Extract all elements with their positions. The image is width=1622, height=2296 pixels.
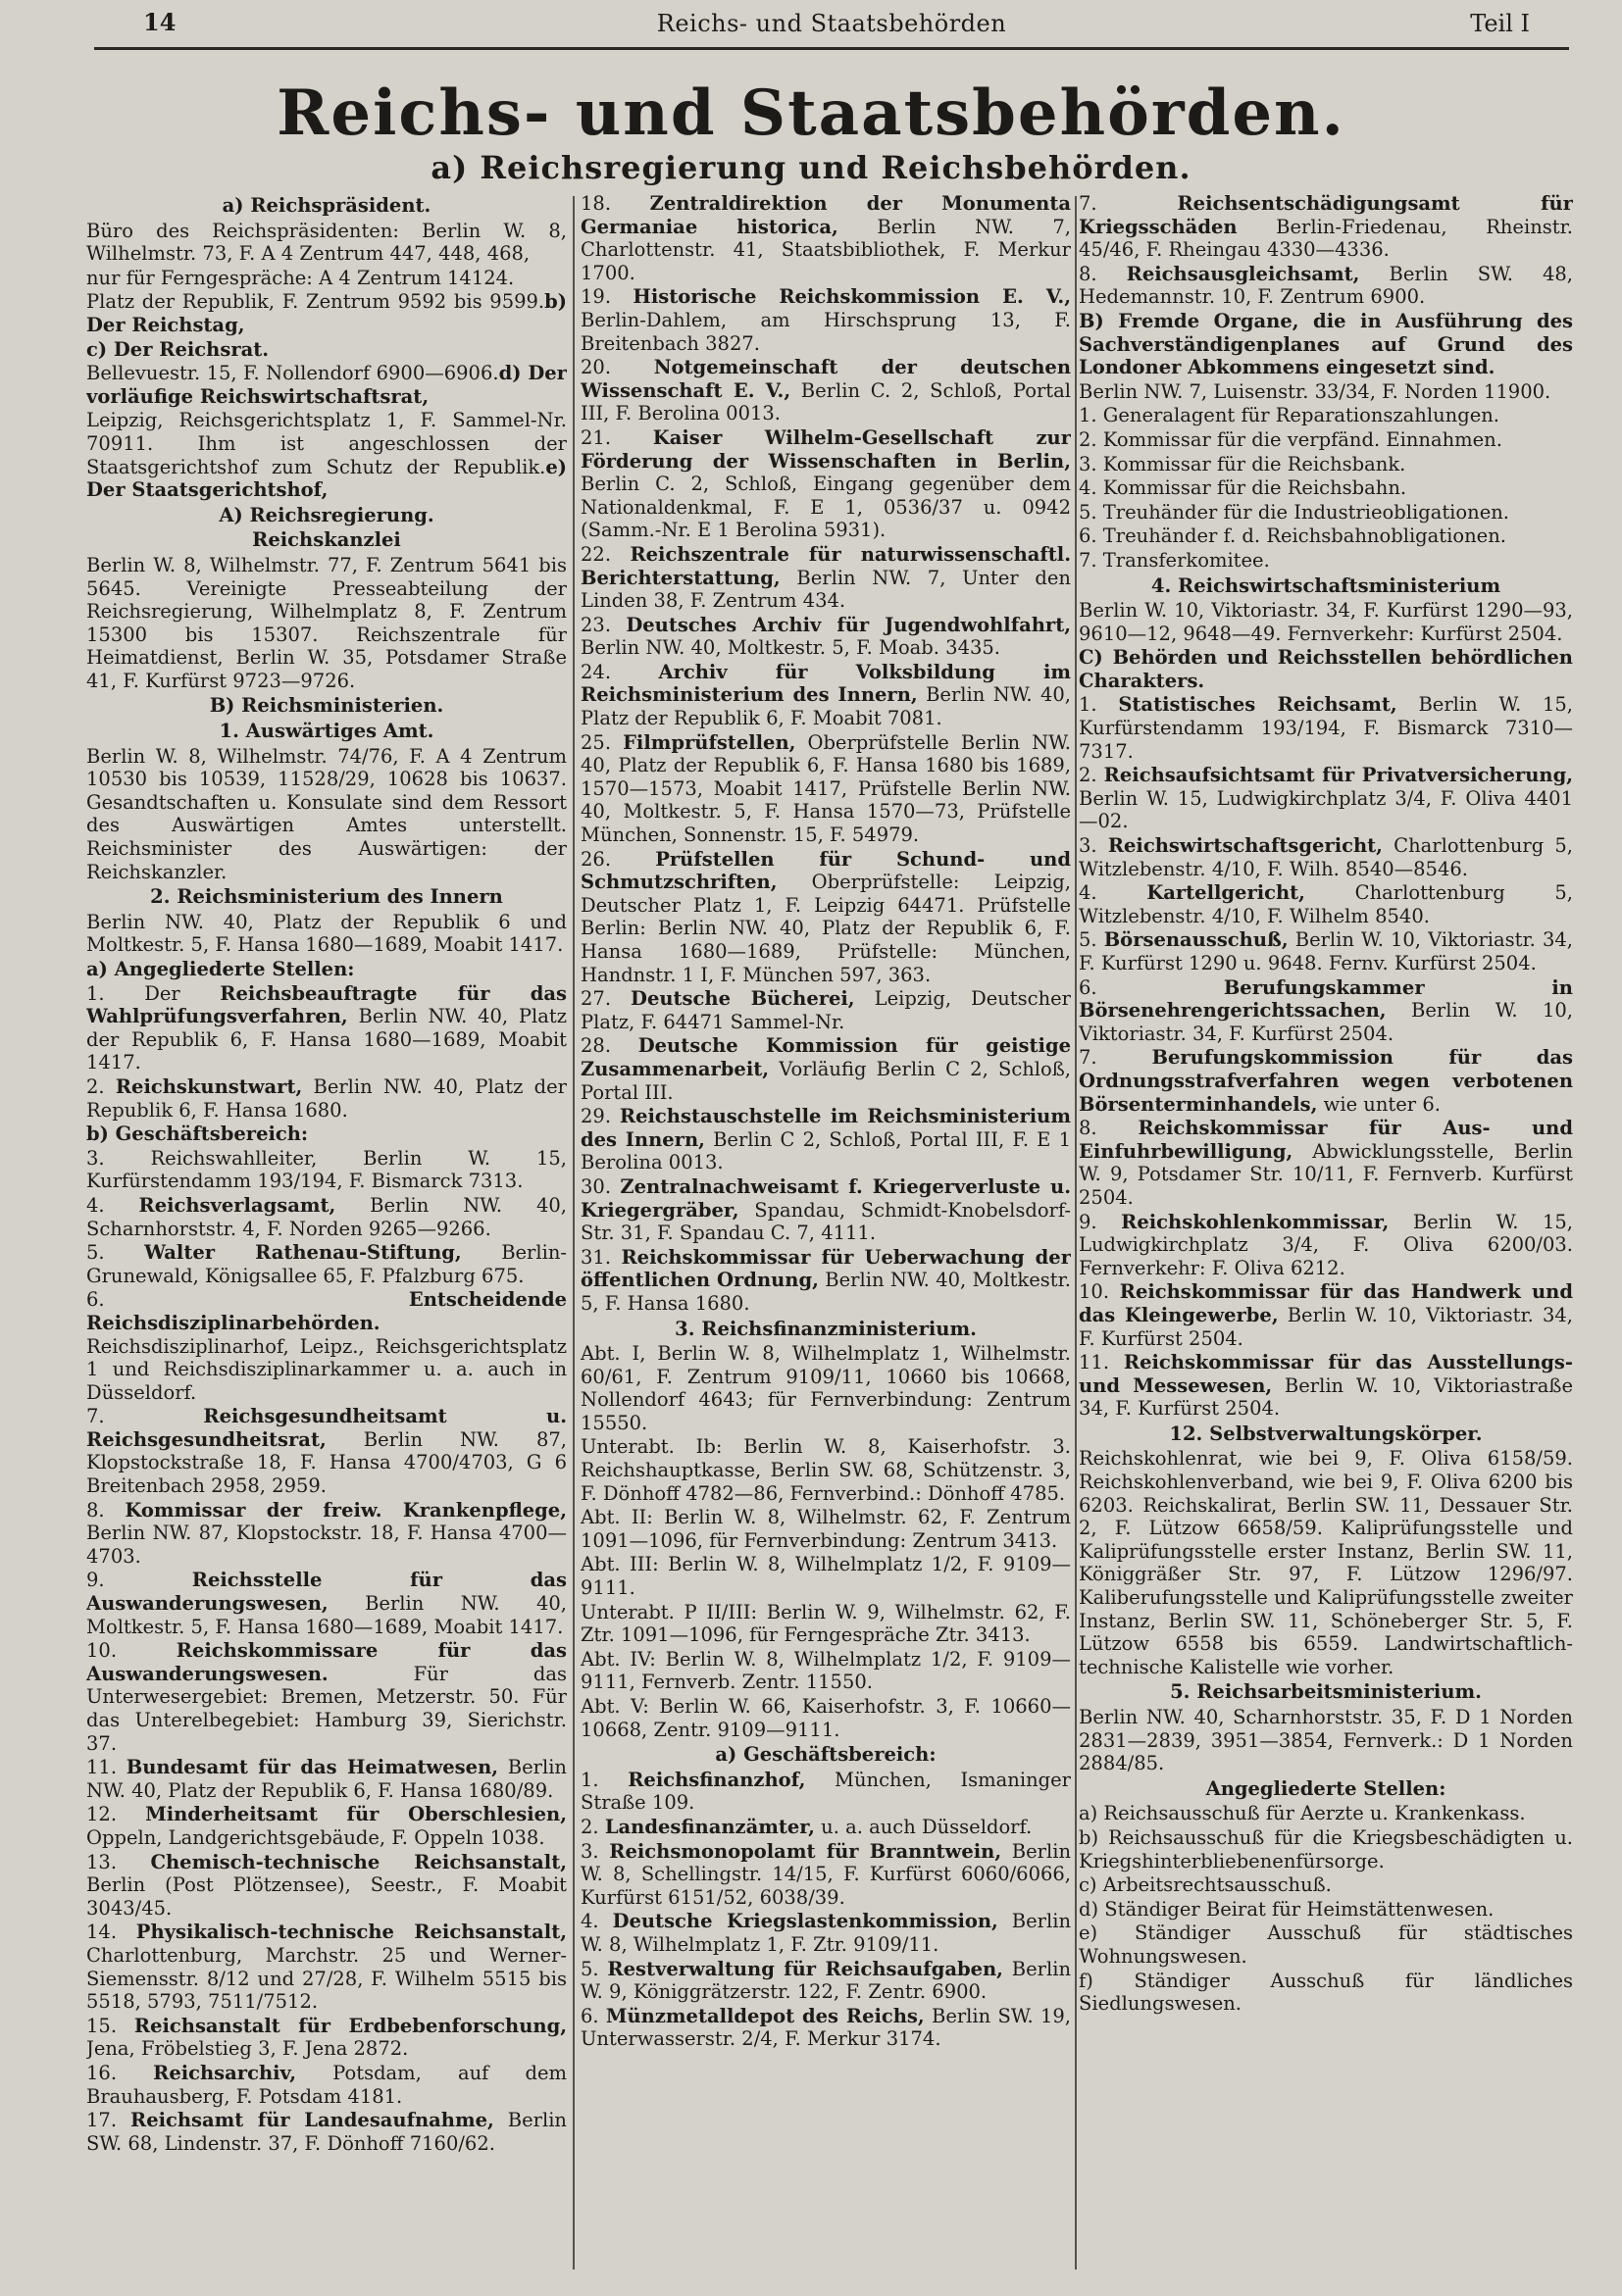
entry-text: Berlin NW. 40, Platz der Republik 6, F. Hansa 1680—1689, Moabit 1417. <box>86 1005 567 1074</box>
entry-name: Reichswirtschaftsgericht, <box>1107 834 1383 858</box>
entry-text: Berlin W. 10, Viktoriastr. 34, F. Kurfürst 1290—93, 9610—12, 9648—49. Fernverkehr: Kurfürst 2504. <box>1079 599 1573 645</box>
entry-name: Historische Reichskommission E. V., <box>633 285 1071 309</box>
entry-text: Berlin W. 10, Viktoriastraße 34, F. Kurfürst 2504. <box>1079 1373 1573 1421</box>
entry-text: Abwicklungsstelle, Berlin W. 9, Potsdamer Str. 10/11, F. Fernverb. Kurfürst 2504. <box>1079 1139 1573 1209</box>
entry-name: Reichsfinanzhof, <box>628 1768 806 1791</box>
entry <box>581 987 1071 1033</box>
entry <box>86 911 567 957</box>
entry <box>581 1506 1071 1552</box>
entry-number: 2. <box>1079 764 1104 787</box>
entry-name: Zentralnachweisamt f. Kriegerverluste u. Kriegergräber, <box>581 1174 1071 1222</box>
entry-number: 9. <box>1079 1210 1122 1233</box>
entry-text: Berlin W. 15, Ludwigkirchplatz 3/4, F. Oliva 6200/03. Fernverkehr: F. Oliva 6212. <box>1079 1210 1573 1279</box>
entry-name: Notgemeinschaft der deutschen Wissenschaft E. V., <box>581 356 1071 402</box>
entry-number: 25. <box>581 730 624 754</box>
entry-name: Kartellgericht, <box>1146 881 1305 905</box>
entry <box>581 1105 1071 1174</box>
entry-name: Berufungskommission für das Ordnungsstrafverfahren wegen verbotenen Börsenterminhandels, <box>1079 1046 1573 1116</box>
entry-text: Reichsdisziplinarhof, Leipz., Reichsgerichtsplatz 1 und Reichsdisziplinarkammer u. a. auch in Düsseldorf. <box>86 1334 567 1404</box>
entry <box>1079 453 1573 476</box>
entry-number: 5. <box>1079 928 1104 952</box>
entry <box>1079 1873 1573 1897</box>
entry-text: e) Ständiger Ausschuß für städtisches Wohnungswesen. <box>1079 1922 1573 1968</box>
entry-number: 6. <box>581 2004 606 2027</box>
entry-name: Chemisch-technische Reichsanstalt, <box>150 1850 567 1873</box>
entry-name: Reichsaufsichtsamt für Privatversicherung, <box>1103 764 1573 787</box>
entry-text: Berlin W. 10, Viktoriastr. 34, F. Kurfürst 1290 u. 9648. Fernv. Kurfürst 2504. <box>1079 928 1573 974</box>
entry <box>86 409 567 501</box>
entry-text: 5. Treuhänder für die Industrieobligationen. <box>1079 500 1509 524</box>
column-3 <box>1079 192 1573 2271</box>
entry-text: c) Arbeitsrechtsausschuß. <box>1079 1873 1332 1897</box>
entry <box>86 1241 567 1287</box>
entry <box>1079 764 1573 833</box>
entry-name: Kaiser Wilhelm-Gesellschaft zur Förderung der Wissenschaften in Berlin, <box>581 425 1071 473</box>
entry-text: Jena, Fröbelstieg 3, F. Jena 2872. <box>86 2037 409 2061</box>
section-heading: a) Reichspräsident. <box>222 194 431 217</box>
entry <box>86 1123 567 1146</box>
entry-text: Berlin NW. 7, Luisenstr. 33/34, F. Norden 11900. <box>1079 379 1551 403</box>
entry-text: Berlin SW. 48, Hedemannstr. 10, F. Zentrum 6900. <box>1079 262 1573 309</box>
entry-number: 6. <box>1079 975 1224 999</box>
entry <box>86 2062 567 2108</box>
entry-name: Deutsches Archiv für Jugendwohlfahrt, <box>626 613 1071 636</box>
entry-number: 3. <box>581 1839 610 1863</box>
entry-name: Reichskommissar für Ueberwachung der öffentlichen Ordnung, <box>581 1245 1071 1292</box>
entry-text: Abt. V: Berlin W. 66, Kaiserhofstr. 3, F. 10660—10668, Zentr. 9109—9111. <box>581 1695 1071 1741</box>
entry-text: Charlottenburg 5, Witzlebenstr. 4/10, F. Wilh. 8540—8546. <box>1079 834 1573 880</box>
entry <box>581 285 1071 355</box>
entry-text: Berlin NW. 40, Moltkestr. 5, F. Moab. 3435. <box>581 636 1001 660</box>
section-heading: Reichskanzlei <box>252 528 401 552</box>
entry <box>86 554 567 693</box>
entry-number: 2. <box>581 1815 605 1838</box>
entry-name: Reichsentschädigungsamt für Kriegsschäden <box>1079 192 1573 238</box>
entry-name: Statistisches Reichsamt, <box>1118 693 1397 717</box>
entry-text: Berlin W. 8, Wilhelmstr. 74/76, F. A 4 Zentrum 10530 bis 10539, 11528/29, 10628 bis 10637. Gesandtschaften u. Konsulate sind dem Ressort des Auswärtigen Amtes unterstellt. Reichsminister des Auswärtigen: der Reichskanzler. <box>86 744 567 883</box>
entry <box>581 192 1071 284</box>
entry-name: Reichsamt für Landesaufnahme, <box>129 2109 494 2132</box>
entry-number: 8. <box>1079 262 1127 285</box>
entry <box>581 543 1071 613</box>
running-title: Reichs- und Staatsbehörden <box>656 10 1007 37</box>
entry-text: a) Reichsausschuß für Aerzte u. Krankenkass. <box>1079 1802 1526 1825</box>
entry-text: Berlin W. 9, Königgrätzerstr. 122, F. Zentr. 6900. <box>581 1957 1071 2004</box>
entry-number: 7. <box>1079 192 1178 215</box>
entry-number: 12. <box>86 1803 146 1826</box>
entry-number: 7. <box>1079 1046 1152 1070</box>
entry-text: Berlin C. 2, Schloß, Eingang gegenüber dem Nationaldenkmal, F. E 1, 0536/37 u. 0942 (Samm.-Nr. E 1 Berolina 5931). <box>581 473 1071 542</box>
entry-text: Berlin NW. 7, Unter den Linden 38, F. Zentrum 434. <box>581 566 1071 613</box>
entry <box>581 356 1071 425</box>
section-heading: 2. Reichsministerium des Innern <box>150 885 503 909</box>
entry-number: 18. <box>581 192 650 215</box>
section-heading: 12. Selbstverwaltungskörper. <box>1169 1422 1483 1445</box>
entry <box>581 1840 1071 1910</box>
entry <box>1079 1706 1573 1775</box>
entry-name: Reichsgesundheitsamt u. Reichsgesundheitsrat, <box>86 1405 567 1451</box>
entry-number: 14. <box>86 1921 136 1944</box>
entry <box>1079 1351 1573 1421</box>
entry <box>1079 646 1573 692</box>
entry <box>581 1958 1071 2004</box>
entry <box>86 1499 567 1569</box>
section-heading: a) Geschäftsbereich: <box>715 1743 937 1767</box>
entry <box>581 426 1071 542</box>
column-2 <box>581 192 1071 2271</box>
entry <box>86 958 567 981</box>
entry-number: 21. <box>581 425 653 449</box>
entry-text: Oberprüfstelle: Leipzig, Deutscher Platz 1, F. Leipzig 64471. Prüfstelle Berlin: Berlin NW. 40, Platz der Republik 6, F. Hansa 1680—1689, Prüfstelle: München, Handnstr. 1 I, F. München 597, 363. <box>581 871 1071 986</box>
entry <box>581 1910 1071 1956</box>
entry-text: Berlin NW. 40, Platz der Republik 6, F. Hansa 1680/89. <box>86 1756 567 1802</box>
entry <box>581 1553 1071 1599</box>
entry <box>1079 310 1573 379</box>
entry <box>581 1816 1071 1839</box>
entry-name: Reichskunstwart, <box>115 1074 303 1098</box>
entry-text: Berlin-Friedenau, Rheinstr. 45/46, F. Rheingau 4330—4336. <box>1079 215 1573 262</box>
entry-name: Reichsstelle für das Auswanderungswesen, <box>86 1569 567 1616</box>
entry-text: Berlin SW. 19, Unterwasserstr. 2/4, F. Merkur 3174. <box>581 2004 1071 2051</box>
entry <box>1079 1970 1573 2016</box>
entry-number: 23. <box>581 613 627 636</box>
entry <box>86 1803 567 1849</box>
entry-text: München, Ismaninger Straße 109. <box>581 1768 1071 1815</box>
entry-text: 3. Reichswahlleiter, Berlin W. 15, Kurfürstendamm 193/194, F. Bismarck 7313. <box>86 1146 567 1193</box>
entry-text: Leipzig, Deutscher Platz, F. 64471 Sammel-Nr. <box>581 987 1071 1033</box>
entry <box>581 1435 1071 1505</box>
entry-text: Abt. III: Berlin W. 8, Wilhelmplatz 1/2, F. 9109—9111. <box>581 1553 1071 1600</box>
entry-name: Reichsmonopolamt für Branntwein, <box>609 1839 1002 1863</box>
section-heading: 1. Auswärtiges Amt. <box>219 720 434 743</box>
part-label: Teil I <box>1470 10 1530 37</box>
entry-name: Prüfstellen für Schund- und Schmutzschriften, <box>581 847 1071 894</box>
entry-text: Berlin W. 8, Wilhelmstr. 77, F. Zentrum 5641 bis 5645. Vereinigte Presseabteilung der Reichsregierung, Wilhelmplatz 8, F. Zentrum 15300 bis 15307. Reichszentrale für Heimatdienst, Berlin W. 35, Potsdamer Straße 41, F. Kurfürst 9723—9726. <box>86 553 567 692</box>
entry-text: Unterabt. P II/III: Berlin W. 9, Wilhelmstr. 62, F. Ztr. 1091—1096, für Ferngespräche Ztr. 3413. <box>581 1600 1071 1647</box>
entry <box>1079 549 1573 573</box>
entry-name: Restverwaltung für Reichsaufgaben, <box>607 1957 1003 1980</box>
entry <box>581 1695 1071 1741</box>
entry <box>1079 1046 1573 1116</box>
entry-number: 5. <box>581 1957 608 1980</box>
entry-number: 24. <box>581 660 659 683</box>
entry-text: Charlottenburg 5, Witzlebenstr. 4/10, F. Wilhelm 8540. <box>1079 881 1573 927</box>
entry-text: Berlin NW. 40, Scharnhorststr. 4, F. Norden 9265—9266. <box>86 1193 567 1240</box>
entry-name: C) Behörden und Reichsstellen behördlichen Charakters. <box>1079 646 1573 692</box>
entry-text: Vorläufig Berlin C 2, Schloß, Portal III. <box>581 1057 1071 1104</box>
entry <box>581 1601 1071 1647</box>
entry-name: Deutsche Kriegslastenkommission, <box>612 1910 998 1933</box>
entry-text: 6. Treuhänder f. d. Reichsbahnobligationen. <box>1079 524 1506 548</box>
entry-name: Reichskommissar für das Ausstellungs- und Messewesen, <box>1079 1351 1573 1397</box>
entry-text: d) Ständiger Beirat für Heimstättenwesen. <box>1079 1897 1495 1921</box>
entry <box>86 1194 567 1240</box>
entry-text: 2. Kommissar für die verpfänd. Einnahmen. <box>1079 427 1502 451</box>
entry-text: Berlin NW. 40, Platz der Republik 6, F. Moabit 7081. <box>581 683 1071 730</box>
entry-name: Filmprüfstellen, <box>623 730 796 754</box>
entry-text: 3. Kommissar für die Reichsbank. <box>1079 452 1406 475</box>
entry-number: 26. <box>581 847 656 871</box>
entry <box>581 661 1071 730</box>
section-heading: B) Reichsministerien. <box>209 694 444 718</box>
entry-number: 22. <box>581 542 631 566</box>
entry-number: 4. <box>86 1193 139 1217</box>
entry-number: 4. <box>1079 881 1147 905</box>
entry-text: wie unter 6. <box>1317 1092 1441 1116</box>
entry-name: a) Angegliederte Stellen: <box>86 958 355 980</box>
entry-text: Berlin NW. 7, Charlottenstr. 41, Staatsbibliothek, F. Merkur 1700. <box>581 215 1071 284</box>
entry <box>581 1648 1071 1694</box>
entry <box>1079 524 1573 548</box>
entry-name: Walter Rathenau-Stiftung, <box>144 1241 462 1265</box>
entry-text: Abt. I, Berlin W. 8, Wilhelmplatz 1, Wilhelmstr. 60/61, F. Zentrum 9109/11, 10660 bis 10668, Nollendorf 4643; für Fernverbindung: Zentrum 15550. <box>581 1342 1071 1434</box>
entry-name: Deutsche Bücherei, <box>631 987 855 1011</box>
entry-text: Berlin NW. 40, Platz der Republik 6 und Moltkestr. 5, F. Hansa 1680—1689, Moabit 1417. <box>86 910 567 957</box>
entry-name: Börsenausschuß, <box>1103 928 1289 952</box>
column-divider <box>1075 196 1077 2270</box>
entry-text: Berlin C 2, Schloß, Portal III, F. E 1 Berolina 0013. <box>581 1127 1071 1174</box>
entry <box>86 1288 567 1404</box>
entry <box>86 267 567 290</box>
entry <box>1079 501 1573 524</box>
entry <box>581 731 1071 847</box>
entry-number: 11. <box>86 1756 127 1779</box>
entry <box>1079 881 1573 927</box>
entry-text: Berlin NW. 40, Scharnhorststr. 35, F. D 1 Norden 2831—2839, 3951—3854, Fernverk.: D 1 Norden 2884/85. <box>1079 1706 1573 1775</box>
entry <box>1079 1117 1573 1209</box>
entry-number: 1. <box>1079 693 1119 717</box>
entry-number: 31. <box>581 1245 622 1269</box>
entry-text: Abt. II: Berlin W. 8, Wilhelmstr. 62, F. Zentrum 1091—1096, für Fernverbindung: Zentrum 3413. <box>581 1506 1071 1552</box>
entry-text: 1. Generalagent für Reparationszahlungen. <box>1079 404 1499 427</box>
entry-number: 1. <box>581 1768 629 1791</box>
entry-name: Reichstauschstelle im Reichsministerium des Innern, <box>581 1105 1071 1151</box>
entry-number: 2. <box>86 1074 116 1098</box>
entry <box>1079 476 1573 500</box>
entry <box>86 1639 567 1755</box>
entry <box>1079 976 1573 1046</box>
entry <box>86 1405 567 1497</box>
entry-number: 5. <box>86 1241 145 1265</box>
entry <box>1079 263 1573 309</box>
entry <box>1079 1447 1573 1678</box>
entry-name: b) Der Reichstag, <box>86 290 567 336</box>
entry-text: Berlin NW. 40, Moltkestr. 5, F. Hansa 1680—1689, Moabit 1417. <box>86 1592 567 1638</box>
entry-number: Leipzig, Reichsgerichtsplatz 1, F. Sammel-Nr. 70911. Ihm ist angeschlossen der Staatsgerichtshof zum Schutz der Republik. <box>86 409 567 478</box>
entry <box>1079 380 1573 404</box>
entry-text: Berlin-Dahlem, am Hirschsprung 13, F. Breitenbach 3827. <box>581 308 1071 355</box>
entry-text: Berlin NW. 87, Klopstockstr. 18, F. Hansa 4700—4703. <box>86 1522 567 1568</box>
entry-text: Büro des Reichspräsidenten: Berlin W. 8, Wilhelmstr. 73, F. A 4 Zentrum 447, 448, 468, <box>86 219 567 266</box>
entry-text: Unterabt. Ib: Berlin W. 8, Kaiserhofstr. 3. Reichshauptkasse, Berlin SW. 68, Schützenstr. 3, F. Dönhoff 4782—86, Fernverbind.: Dönhoff 4785. <box>581 1435 1071 1505</box>
entry-text: Berlin W. 15, Kurfürstendamm 193/194, F. Bismarck 7310—7317. <box>1079 693 1573 763</box>
entry-text: Oppeln, Landgerichtsgebäude, F. Oppeln 1038. <box>86 1825 545 1849</box>
entry <box>86 745 567 884</box>
entry <box>1079 1898 1573 1922</box>
entry <box>86 1756 567 1802</box>
entry <box>581 848 1071 987</box>
page-header <box>94 4 1569 50</box>
entry-number: 30. <box>581 1174 621 1198</box>
entry <box>86 338 567 362</box>
entry <box>1079 1802 1573 1825</box>
entry-text: Charlottenburg, Marchstr. 25 und Werner-Siemensstr. 8/12 und 27/28, F. Wilhelm 5515 bis 5518, 5793, 7511/7512. <box>86 1943 567 2014</box>
entry-number: 15. <box>86 2014 134 2037</box>
section-heading: 4. Reichswirtschaftsministerium <box>1150 574 1501 597</box>
entry-name: Landesfinanzämter, <box>604 1815 815 1838</box>
entry-text: Berlin NW. 40, Platz der Republik 6, F. Hansa 1680. <box>86 1074 567 1122</box>
entry-name: Reichskommissar für das Handwerk und das Kleingewerbe, <box>1079 1280 1573 1326</box>
entry-name: b) Geschäftsbereich: <box>86 1123 309 1146</box>
entry-text: Berlin W. 10, Viktoriastr. 34, F. Kurfürst 2504. <box>1079 999 1573 1045</box>
entry-number: 11. <box>1079 1351 1124 1374</box>
entry <box>86 220 567 266</box>
entry-text: Für das Unterwesergebiet: Bremen, Metzerstr. 50. Für das Unterelbegebiet: Hamburg 39, Sierichstr. 37. <box>86 1662 567 1755</box>
entry-number: 10. <box>86 1639 177 1663</box>
entry <box>581 1034 1071 1104</box>
entry-number: 8. <box>86 1498 126 1522</box>
entry <box>1079 1211 1573 1280</box>
entry-name: Archiv für Volksbildung im Reichsministerium des Innern, <box>581 660 1071 707</box>
entry-text: nur für Ferngespräche: A 4 Zentrum 14124. <box>86 266 515 289</box>
entry <box>86 1569 567 1638</box>
section-heading: Angegliederte Stellen: <box>1205 1776 1446 1800</box>
entry-text: u. a. auch Düsseldorf. <box>814 1815 1033 1838</box>
entry-name: Reichszentrale für naturwissenschaftl. Berichterstattung, <box>581 542 1071 589</box>
entry <box>86 290 567 336</box>
entry-number: 9. <box>86 1569 192 1592</box>
entry <box>86 2109 567 2155</box>
entry-text: Berlin W. 15, Ludwigkirchplatz 3/4, F. Oliva 4401—02. <box>1079 786 1573 833</box>
page-subtitle: a) Reichsregierung und Reichsbehörden. <box>431 149 1191 186</box>
entry-text: Oberprüfstelle Berlin NW. 40, Platz der Republik 6, F. Hansa 1680 bis 1689, 1570—1573, Moabit 1417, Prüfstelle Berlin NW. 40, Moltkestr. 5, F. Hansa 1570—73, Prüfstelle München, Sonnenstr. 15, F. 54979. <box>581 730 1071 847</box>
entry <box>1079 192 1573 262</box>
entry-number: 17. <box>86 2109 130 2132</box>
entry-text: Abt. IV: Berlin W. 8, Wilhelmplatz 1/2, F. 9109—9111, Fernverb. Zentr. 11550. <box>581 1647 1071 1694</box>
entry-text: Berlin W. 8, Wilhelmplatz 1, F. Ztr. 9109/11. <box>581 1910 1071 1956</box>
entry-text: 4. Kommissar für die Reichsbahn. <box>1079 476 1407 500</box>
entry <box>86 1075 567 1122</box>
entry-number: 16. <box>86 2061 154 2084</box>
entry-text: f) Ständiger Ausschuß für ländliches Siedlungswesen. <box>1079 1969 1573 2016</box>
entry-name: Deutsche Kommission für geistige Zusammenarbeit, <box>581 1034 1071 1080</box>
entry <box>1079 1922 1573 1968</box>
entry-number: 27. <box>581 987 632 1011</box>
entry-name: Reichsarchiv, <box>153 2061 297 2084</box>
entry-name: Entscheidende Reichsdisziplinarbehörden. <box>86 1288 567 1334</box>
column-1 <box>86 192 567 2271</box>
entry-name: Reichsverlagsamt, <box>138 1193 336 1217</box>
entry-name: Reichskohlenkommissar, <box>1121 1210 1390 1233</box>
entry-name: d) Der vorläufige Reichswirtschaftsrat, <box>86 362 567 408</box>
entry-number: 13. <box>86 1850 151 1873</box>
entry-number: 1. Der <box>86 981 221 1005</box>
entry-text: Berlin (Post Plötzensee), Seestr., F. Moabit 3043/45. <box>86 1873 567 1920</box>
entry-name: Bundesamt für das Heimatwesen, <box>126 1756 499 1779</box>
entry-text: 7. Transferkomitee. <box>1079 548 1270 572</box>
entry-number: Bellevuestr. 15, F. Nollendorf 6900—6906. <box>86 362 499 385</box>
entry <box>581 1342 1071 1434</box>
entry <box>1079 428 1573 452</box>
entry-name: Reichsbeauftragte für das Wahlprüfungsverfahren, <box>86 981 567 1028</box>
entry-name: Münzmetalldepot des Reichs, <box>605 2004 925 2027</box>
entry <box>86 2015 567 2061</box>
entry <box>86 362 567 408</box>
entry-text: Berlin C. 2, Schloß, Portal III, F. Berolina 0013. <box>581 378 1071 425</box>
entry-name: Minderheitsamt für Oberschlesien, <box>145 1803 567 1826</box>
column-divider <box>573 196 575 2270</box>
entry-name: Reichskommissare für das Auswanderungswesen. <box>86 1639 567 1685</box>
entry-text: Berlin NW. 40, Moltkestr. 5, F. Hansa 1680. <box>581 1269 1071 1315</box>
entry <box>581 2005 1071 2051</box>
entry-number: 28. <box>581 1034 638 1058</box>
entry <box>1079 928 1573 974</box>
entry-number: 6. <box>86 1288 409 1312</box>
entry <box>1079 599 1573 645</box>
entry-number: 10. <box>1079 1280 1120 1304</box>
entry-number: 8. <box>1079 1117 1139 1140</box>
entry <box>86 1851 567 1921</box>
entry-number: 3. <box>1079 834 1108 858</box>
section-heading: 3. Reichsfinanzministerium. <box>675 1317 977 1340</box>
entry-name: Kommissar der freiw. Krankenpflege, <box>125 1498 567 1522</box>
entry-name: Zentraldirektion der Monumenta Germaniae historica, <box>581 192 1071 238</box>
entry-number: 4. <box>581 1910 613 1933</box>
entry-text: b) Reichsausschuß für die Kriegsbeschädigten u. Kriegshinterbliebenenfürsorge. <box>1079 1825 1573 1872</box>
entry-text: Berlin NW. 87, Klopstockstraße 18, F. Hansa 4700/4703, G 6 Breitenbach 2958, 2959. <box>86 1427 567 1498</box>
entry <box>1079 834 1573 880</box>
entry-name: Berufungskammer in Börsenehrengerichtssachen, <box>1079 975 1573 1023</box>
entry-text: Potsdam, auf dem Brauhausberg, F. Potsdam 4181. <box>86 2061 567 2108</box>
entry <box>581 614 1071 660</box>
entry <box>1079 693 1573 763</box>
entry <box>86 1921 567 2013</box>
entry-name: B) Fremde Organe, die in Ausführung des Sachverständigenplanes auf Grund des Londoner Abkommens eingesetzt sind. <box>1079 309 1573 379</box>
entry-text: Reichskohlenrat, wie bei 9, F. Oliva 6158/59. Reichskohlenverband, wie bei 9, F. Oliva 6200 bis 6203. Reichskalirat, Berlin SW. 11, Dessauer Str. 2, F. Lützow 6658/59. Kaliprüfungsstelle und Kaliprüfungsstelle erster Instanz, Berlin SW. 11, Königgräßer Str. 97, F. Lützow 1296/97. Kaliberufungsstelle und Kaliprüfungsstelle zweiter Instanz, Berlin SW. 11, Schöneberger Str. 5, F. Lützow 6558 bis 6559. Landwirtschaftlich-technische Kalistelle wie vorher. <box>1079 1447 1573 1678</box>
page-number: 14 <box>143 8 177 36</box>
entry-number: 7. <box>86 1405 204 1428</box>
entry-number: 19. <box>581 285 634 309</box>
entry <box>1079 1826 1573 1872</box>
entry-name: Reichskommissar für Aus- und Einfuhrbewilligung, <box>1079 1117 1573 1163</box>
page-title: Reichs- und Staatsbehörden. <box>277 76 1345 150</box>
entry-text: Berlin SW. 68, Lindenstr. 37, F. Dönhoff 7160/62. <box>86 2109 567 2155</box>
entry-text: Spandau, Schmidt-Knobelsdorf-Str. 31, F. Spandau C. 7, 4111. <box>581 1198 1071 1245</box>
entry <box>86 1147 567 1193</box>
section-heading: 5. Reichsarbeitsministerium. <box>1170 1680 1482 1704</box>
entry-text: Berlin W. 10, Viktoriastr. 34, F. Kurfürst 2504. <box>1079 1303 1573 1350</box>
entry-name: Reichsausgleichsamt, <box>1126 262 1360 285</box>
entry <box>581 1769 1071 1815</box>
entry-text: Berlin W. 8, Schellingstr. 14/15, F. Kurfürst 6060/6066, Kurfürst 6151/52, 6038/39. <box>581 1839 1071 1909</box>
entry-text: Berlin-Grunewald, Königsallee 65, F. Pfalzburg 675. <box>86 1241 567 1287</box>
entry <box>1079 1280 1573 1350</box>
entry-name: Physikalisch-technische Reichsanstalt, <box>135 1921 567 1944</box>
entry <box>1079 404 1573 427</box>
entry-name: e) Der Staatsgerichtshof, <box>86 455 567 502</box>
entry-number: 20. <box>581 356 654 379</box>
entry-name: Reichsanstalt für Erdbebenforschung, <box>133 2014 567 2037</box>
entry-name: c) Der Reichsrat. <box>86 337 270 361</box>
entry-number: Platz der Republik, F. Zentrum 9592 bis 9599. <box>86 290 545 314</box>
section-heading: A) Reichsregierung. <box>219 503 434 526</box>
entry <box>581 1246 1071 1316</box>
entry <box>86 982 567 1074</box>
entry <box>581 1175 1071 1245</box>
entry-number: 29. <box>581 1105 620 1128</box>
